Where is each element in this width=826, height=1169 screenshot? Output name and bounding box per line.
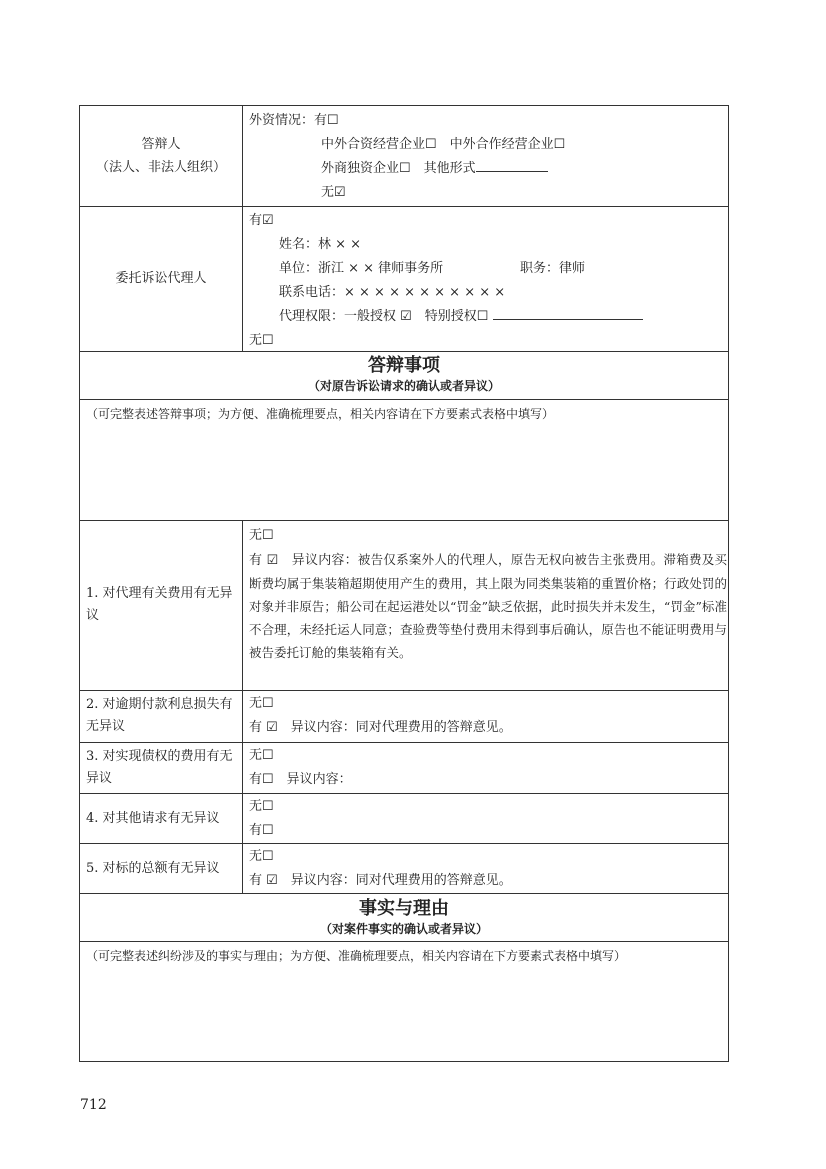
item-3-content-cell xyxy=(243,743,728,793)
defense-form-table xyxy=(79,105,729,1062)
respondent-row xyxy=(80,106,728,206)
item-4-content-cell xyxy=(243,794,728,843)
facts-note: （可完整表述纠纷涉及的事实与理由；为方便、准确梳理要点，相关内容请在下方要素式表格中填写） xyxy=(86,949,627,963)
page-number: 712 xyxy=(80,1097,107,1113)
agent-content-cell xyxy=(243,207,728,351)
item-3-has: 有☐ 异议内容： xyxy=(249,772,352,787)
other-form-blank xyxy=(476,160,548,172)
agent-phone: 联系电话：× × × × × × × × × × × xyxy=(279,285,506,300)
foreign-capital-none: 无☑ xyxy=(321,185,346,200)
item-1-objection-content: 被告仅系案外人的代理人，原告无权向被告主张费用。滞箱费及买断费均属于集装箱超期使用产生的费用，其上限为同类集装箱的重置价格；行政处罚的对象并非原告；船公司在起运港处以“罚金”缺乏依据，此时损失并未发生，“罚金”标准不合理，未经托运人同意；查验费等垫付费用未得到事后确认，原告也不能证明费用与被告委托订舱的集装箱有关。 xyxy=(249,552,727,660)
facts-title: 事实与理由 xyxy=(359,898,449,919)
objection-item-1 xyxy=(80,520,728,690)
respondent-label: 答辩人 xyxy=(141,137,181,152)
defense-heading-row xyxy=(80,351,728,399)
objection-item-3 xyxy=(80,742,728,793)
item-2-content-cell xyxy=(243,691,728,742)
agent-none: 无☐ xyxy=(249,333,274,348)
item-2-label: 2. 对逾期付款利息损失有无异议 xyxy=(86,697,233,734)
item-5-label-cell xyxy=(80,844,243,893)
agent-label: 委托诉讼代理人 xyxy=(115,271,207,286)
objection-item-5 xyxy=(80,843,728,893)
defense-subtitle: （对原告诉讼请求的确认或者异议） xyxy=(307,379,500,393)
agent-row xyxy=(80,206,728,351)
item-3-none: 无☐ xyxy=(249,748,274,763)
defense-note: （可完整表述答辩事项；为方便、准确梳理要点，相关内容请在下方要素式表格中填写） xyxy=(86,407,555,421)
item-3-label: 3. 对实现债权的费用有无异议 xyxy=(86,749,233,786)
wfoe-options-line: 外商独资企业☐ 其他形式 xyxy=(321,160,548,178)
item-4-none: 无☐ xyxy=(249,799,274,814)
item-2-label-cell xyxy=(80,691,243,742)
respondent-label-cell xyxy=(80,106,243,206)
facts-subtitle: （对案件事实的确认或者异议） xyxy=(319,922,488,936)
item-1-objection: 有 ☑ 异议内容：被告仅系案外人的代理人，原告无权向被告主张费用。滞箱费及买断费均属于集装箱超期使用产生的费用，其上限为同类集装箱的重置价格；行政处罚的对象并非原告；船公司在起运港处以“罚金”缺乏依据，此时损失并未发生，“罚金”标准不合理，未经托运人同意；查验费等垫付费用未得到事后确认，原告也不能证明费用与被告委托订舱的集装箱有关。 xyxy=(249,552,727,660)
item-5-has: 有 ☑ 异议内容：同对代理费用的答辩意见。 xyxy=(249,873,512,888)
objection-item-4 xyxy=(80,793,728,843)
agent-has: 有☑ xyxy=(249,213,274,228)
item-1-label: 1. 对代理有关费用有无异议 xyxy=(86,586,233,623)
item-5-label: 5. 对标的总额有无异议 xyxy=(86,861,220,876)
agent-position: 职务：律师 xyxy=(520,261,586,276)
item-1-content-cell xyxy=(243,521,728,690)
jv-options-line: 中外合资经营企业☐ 中外合作经营企业☐ xyxy=(321,137,566,152)
facts-heading-row xyxy=(80,893,728,941)
item-2-none: 无☐ xyxy=(249,696,274,711)
item-1-none: 无☐ xyxy=(249,528,274,543)
respondent-sublabel: （法人、非法人组织） xyxy=(95,160,226,175)
agent-name: 姓名：林 × × xyxy=(279,237,362,252)
agent-unit: 单位：浙江 × × 律师事务所 xyxy=(279,261,444,276)
item-1-label-cell xyxy=(80,521,243,690)
agent-authority-line: 代理权限：一般授权 ☑ 特别授权☐ xyxy=(279,308,643,326)
defense-note-row xyxy=(80,399,728,520)
item-4-has: 有☐ xyxy=(249,823,274,838)
item-3-label-cell xyxy=(80,743,243,793)
agent-label-cell xyxy=(80,207,243,351)
respondent-content-cell xyxy=(243,106,728,206)
objection-item-2 xyxy=(80,690,728,742)
authority-blank xyxy=(493,308,643,320)
defense-title: 答辩事项 xyxy=(368,355,440,376)
item-4-label-cell xyxy=(80,794,243,843)
foreign-capital-line: 外资情况：有☐ xyxy=(249,113,339,128)
item-4-label: 4. 对其他请求有无异议 xyxy=(86,811,220,826)
item-5-content-cell xyxy=(243,844,728,893)
item-2-has: 有 ☑ 异议内容：同对代理费用的答辩意见。 xyxy=(249,720,512,735)
item-5-none: 无☐ xyxy=(249,849,274,864)
facts-note-row xyxy=(80,941,728,1061)
